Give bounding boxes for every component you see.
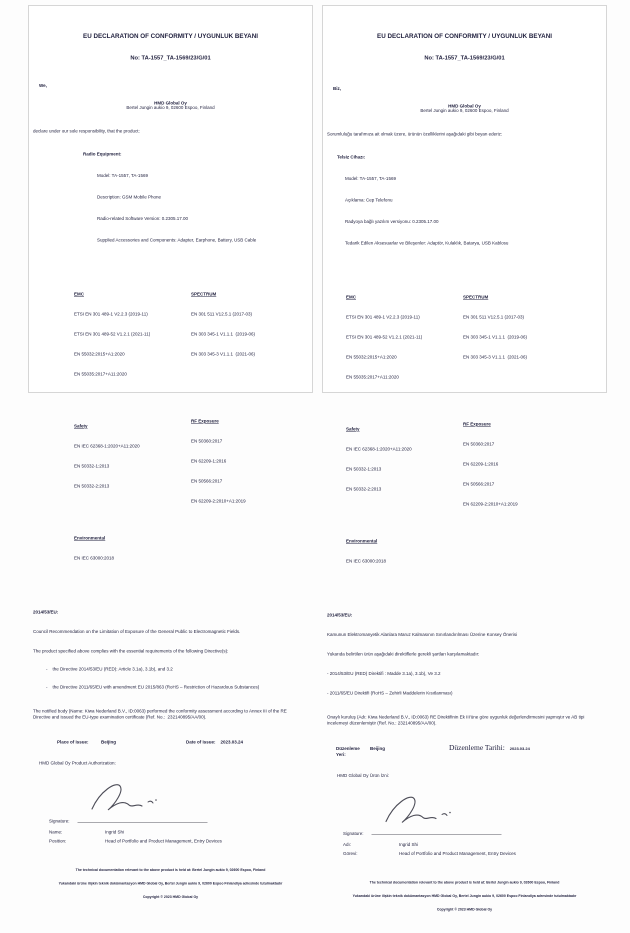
date-of-issue-value: 2023.03.24: [220, 739, 244, 745]
directive-bullet: - 2014/53/EU (RED) Direktifi : Madde 3.1a), 3.1b), Ve 3.2: [327, 671, 441, 676]
standard-item: ETSI EN 301 489-1 V2.2.3 (2019-11): [346, 314, 420, 320]
standard-item: EN IEC 62368-1:2020+A11:2020: [74, 443, 140, 449]
document-page-turkish: [322, 5, 607, 912]
standard-item: EN 301 511 V12.5.1 (2017-03): [463, 314, 524, 320]
standard-item: EN 303 345-3 V1.1.1 (2021-06): [463, 354, 528, 360]
standards-rf-exposure: [191, 405, 308, 517]
standard-item: EN 55035:2017+A11:2020: [346, 374, 399, 380]
standards-rf-exposure: [463, 408, 580, 520]
environmental-heading: Environmental: [74, 535, 106, 541]
standard-item: EN 50332-1:2013: [346, 466, 382, 472]
standard-item: EN 303 345-3 V1.1.1 (2021-06): [191, 351, 256, 357]
compliance-statement: The product specified above complies with the essential requirements of the following Directive(s):: [33, 648, 229, 654]
standard-item: EN 50566:2017: [463, 481, 495, 487]
directive-heading: 2014/53/EU:: [33, 609, 59, 615]
date-of-issue-value: 2023.03.24: [509, 746, 530, 751]
equipment-accessories: Tedarik Edilen Aksesuarlar ve Bileşenler: Adaptör, Kulaklık, Batarya, USB Kablosu: [345, 240, 509, 246]
place-of-issue-label: Place of Issue:: [57, 739, 89, 745]
footer-line-2: Yukarıdaki ürüne ilişkin teknik dokümantasyon HMD Global Oy, Bertel Jungin aukio 9, 02600 Espoo Finlandiya adresinde tutulmaktadır: [352, 894, 577, 898]
standards-emc: [346, 281, 463, 393]
directive-bullet: - 2011/65/EU Direktifi (RoHS – Zehirli Maddelerin Kısıtlanması): [327, 690, 453, 696]
place-of-issue-value: Beijing: [101, 739, 117, 745]
standards-safety: [346, 413, 463, 505]
rf-exposure-heading: RF Exposure: [191, 418, 219, 424]
authorization-line: HMD Global Oy Product Authorization:: [39, 760, 116, 766]
company-address: Bertel Jungin aukio 9, 02600 Espoo, Finland: [420, 108, 509, 113]
notified-body-statement: Onaylı kuruluş (Adı: Kiwa Nederland B.V., ID:0063) RE Direktifinin Ek III'üne göre uygunluk değerlendirmesini yapmıştır ve AB tipi incelemeyi düzenlemiştir (Ref. No.: 232140895/AA/00).: [327, 714, 586, 726]
standard-item: EN 55035:2017+A11:2020: [74, 371, 127, 377]
company-address: Bertel Jungin aukio 9, 02600 Espoo, Finland: [126, 105, 215, 110]
position-value: Head of Portfolio and Product Management, Entry Devices: [105, 838, 222, 844]
equipment-model: Model: TA-1557, TA-1569: [345, 176, 396, 181]
standard-item: EN 55032:2015+A1:2020: [74, 351, 125, 357]
page-english-content: [29, 6, 312, 899]
equipment-software: Radyoya bağlı yazılım versiyonu: 0.2305.17.00: [345, 219, 439, 224]
environmental-heading: Environmental: [346, 538, 378, 544]
name-value: Ingrid Shi: [105, 829, 125, 835]
company-name: HMD Global Oy: [448, 103, 481, 109]
spectrum-heading: SPECTRUM: [191, 291, 217, 297]
standards-emc: [74, 278, 191, 390]
standard-item: ETSI EN 301 489-52 V1.2.1 (2021-11): [74, 331, 151, 337]
issue-row: [336, 745, 602, 758]
standards-right-column: [463, 269, 580, 597]
standard-item: EN 50332-2:2013: [346, 486, 382, 492]
date-of-issue-label: Düzenleme Tarihi:: [449, 744, 505, 752]
standards-safety: [74, 410, 191, 502]
standard-item: EN 62209-2:2010+A1:2019: [191, 498, 246, 504]
standard-item: ETSI EN 301 489-52 V1.2.1 (2021-11): [346, 334, 423, 340]
doc-number: No: TA-1557_TA-1569/23/G/01: [130, 55, 211, 61]
position-value: Head of Portfolio and Product Management, Entry Devices: [399, 851, 516, 856]
safety-heading: Safety: [346, 426, 360, 432]
standard-item: EN 50566:2017: [191, 478, 223, 484]
standard-item: EN IEC 63000:2018: [346, 558, 387, 564]
equipment-description: Açıklama: Cep Telefonu: [345, 197, 393, 203]
equipment-heading: Telsiz Cihazı:: [337, 154, 366, 160]
standards-left-column: [346, 269, 463, 597]
emc-heading: EMC: [74, 291, 84, 297]
council-recommendation: Kamunun Elektromanyetik Alanlara Maruz Kalmasının Sınırlandırılması Üzerine Konsey Önerisi: [327, 632, 518, 637]
standards-block: [346, 269, 602, 597]
standards-spectrum: [191, 278, 308, 370]
standards-spectrum: [463, 281, 580, 373]
compliance-statement: Yukarıda belirtilen ürün aşağıdaki direktiflerle gerekli şartları karşılamaktadır:: [327, 651, 480, 657]
standards-environmental: [74, 522, 191, 574]
footer-line-1: The technical documentation relevant to the above product is held at: Bertel Jungin aukio 9, 02600 Espoo, Finland: [75, 868, 266, 872]
declarant-pronoun: We,: [39, 83, 47, 88]
standard-item: EN 50332-1:2013: [74, 463, 110, 469]
page-turkish-content: [323, 6, 606, 912]
position-row: [39, 829, 222, 850]
standard-item: EN 55032:2015+A1:2020: [346, 354, 397, 360]
equipment-accessories: Supplied Accessories and Components: Adapter, Earphone, Battery, USB Cable: [97, 237, 257, 243]
declarant-row: [327, 85, 602, 109]
company-name: HMD Global Oy: [154, 100, 187, 106]
rf-exposure-heading: RF Exposure: [463, 421, 491, 427]
equipment-heading: Radio Equipment:: [83, 151, 122, 157]
standard-item: EN 301 511 V12.5.1 (2017-03): [191, 311, 252, 317]
emc-heading: EMC: [346, 294, 356, 300]
authorization-line: HMD Global Oy Ürün İzni:: [337, 773, 390, 778]
equipment-software: Radio-related Software Version: 0.2305.17.00: [97, 216, 189, 221]
page-footer: [327, 872, 602, 922]
position-label: Position:: [49, 838, 67, 844]
notified-body-statement: The notified body (Name: Kiwa Nederland B.V., ID:0063) performed the conformity assessment according to Annex III of the RE Directive and issued the EU-type examination certificate (Ref. No.: 232140895/AA/00).: [33, 708, 288, 720]
footer-line-3: Copyright © 2023 HMD Global Oy: [436, 908, 493, 912]
standard-item: EN IEC 63000:2018: [74, 555, 115, 561]
standards-left-column: [74, 266, 191, 594]
council-recommendation: Council Recommendation on the Limitation of Exposure of the General Public to Electromagnetic Fields.: [33, 629, 241, 634]
safety-heading: Safety: [74, 423, 88, 429]
equipment-description: Description: GSM Mobile Phone: [97, 194, 162, 200]
signature-label: Signature:: [343, 831, 364, 836]
standard-item: EN 50360:2017: [191, 438, 223, 444]
standards-environmental: [346, 525, 463, 577]
signature-image: [89, 780, 189, 813]
footer-line-1: The technical documentation relevant to the above product is held at: Bertel Jungin aukio 9, 02600 Espoo, Finland: [369, 881, 560, 885]
name-value: Ingrid Shi: [399, 842, 419, 847]
footer-line-3: Copyright © 2023 HMD Global Oy: [142, 895, 199, 899]
declaration-statement: Sorumluluğu tarafımıza ait olmak üzere, ürünün özelliklerini aşağıdaki gibi beyan ederiz:: [327, 131, 503, 137]
issue-row: [57, 739, 308, 745]
directive-bullet: - the Directive 2011/65/EU with amendment EU 2015/863 (RoHS – Restriction of Hazardous Substances): [46, 684, 260, 690]
place-of-issue-value: Beijing: [370, 746, 386, 751]
standard-item: ETSI EN 301 489-1 V2.2.3 (2019-11): [74, 311, 148, 317]
standard-item: EN 62209-2:2010+A1:2019: [463, 501, 518, 507]
spectrum-heading: SPECTRUM: [463, 294, 489, 300]
standard-item: EN 62209-1:2016: [463, 461, 499, 467]
date-of-issue-label: Date of Issue:: [186, 739, 216, 745]
position-row: [333, 845, 516, 863]
equipment-model: Model: TA-1557, TA-1569: [97, 173, 148, 178]
standards-block: [74, 266, 308, 594]
footer-line-2: Yukarıdaki ürüne ilişkin teknik dokümantasyon HMD Global Oy, Bertel Jungin aukio 9, 02600 Espoo Finlandiya adresinde tutulmaktadır: [58, 882, 283, 886]
standards-right-column: [191, 266, 308, 594]
doc-number: No: TA-1557_TA-1569/23/G/01: [424, 55, 505, 61]
standard-item: EN 303 345-1 V1.1.1 (2019-06): [191, 331, 256, 337]
declarant-row: [33, 82, 308, 106]
standard-item: EN 50360:2017: [463, 441, 495, 447]
directive-heading: 2014/53/EU:: [327, 612, 353, 618]
signature-area: [33, 779, 308, 843]
directive-bullet: - the Directive 2014/53/EU (RED): Article 3.1a), 3.1b), and 3.2: [46, 666, 173, 672]
signature-area: [327, 792, 602, 856]
standard-item: EN IEC 62368-1:2020+A11:2020: [346, 446, 412, 452]
signature-image: [383, 793, 483, 826]
page-footer: [33, 859, 308, 909]
name-label: Name:: [49, 829, 63, 835]
place-of-issue-label: Düzenleme Yeri:: [336, 746, 361, 757]
name-label: Adı:: [343, 842, 352, 847]
standard-item: EN 303 345-1 V1.1.1 (2019-06): [463, 334, 528, 340]
document-page-english: [28, 5, 313, 899]
declaration-statement: declare under our sole responsibility, that the product:: [33, 128, 140, 134]
doc-title: EU DECLARATION OF CONFORMITY / UYGUNLUK BEYANI: [377, 32, 552, 40]
doc-title: EU DECLARATION OF CONFORMITY / UYGUNLUK BEYANI: [83, 32, 258, 40]
standard-item: EN 62209-1:2016: [191, 458, 227, 464]
signature-label: Signature:: [49, 818, 70, 824]
position-label: Görevi:: [343, 851, 358, 856]
declarant-pronoun: Biz,: [333, 86, 342, 91]
standard-item: EN 50332-2:2013: [74, 483, 110, 489]
